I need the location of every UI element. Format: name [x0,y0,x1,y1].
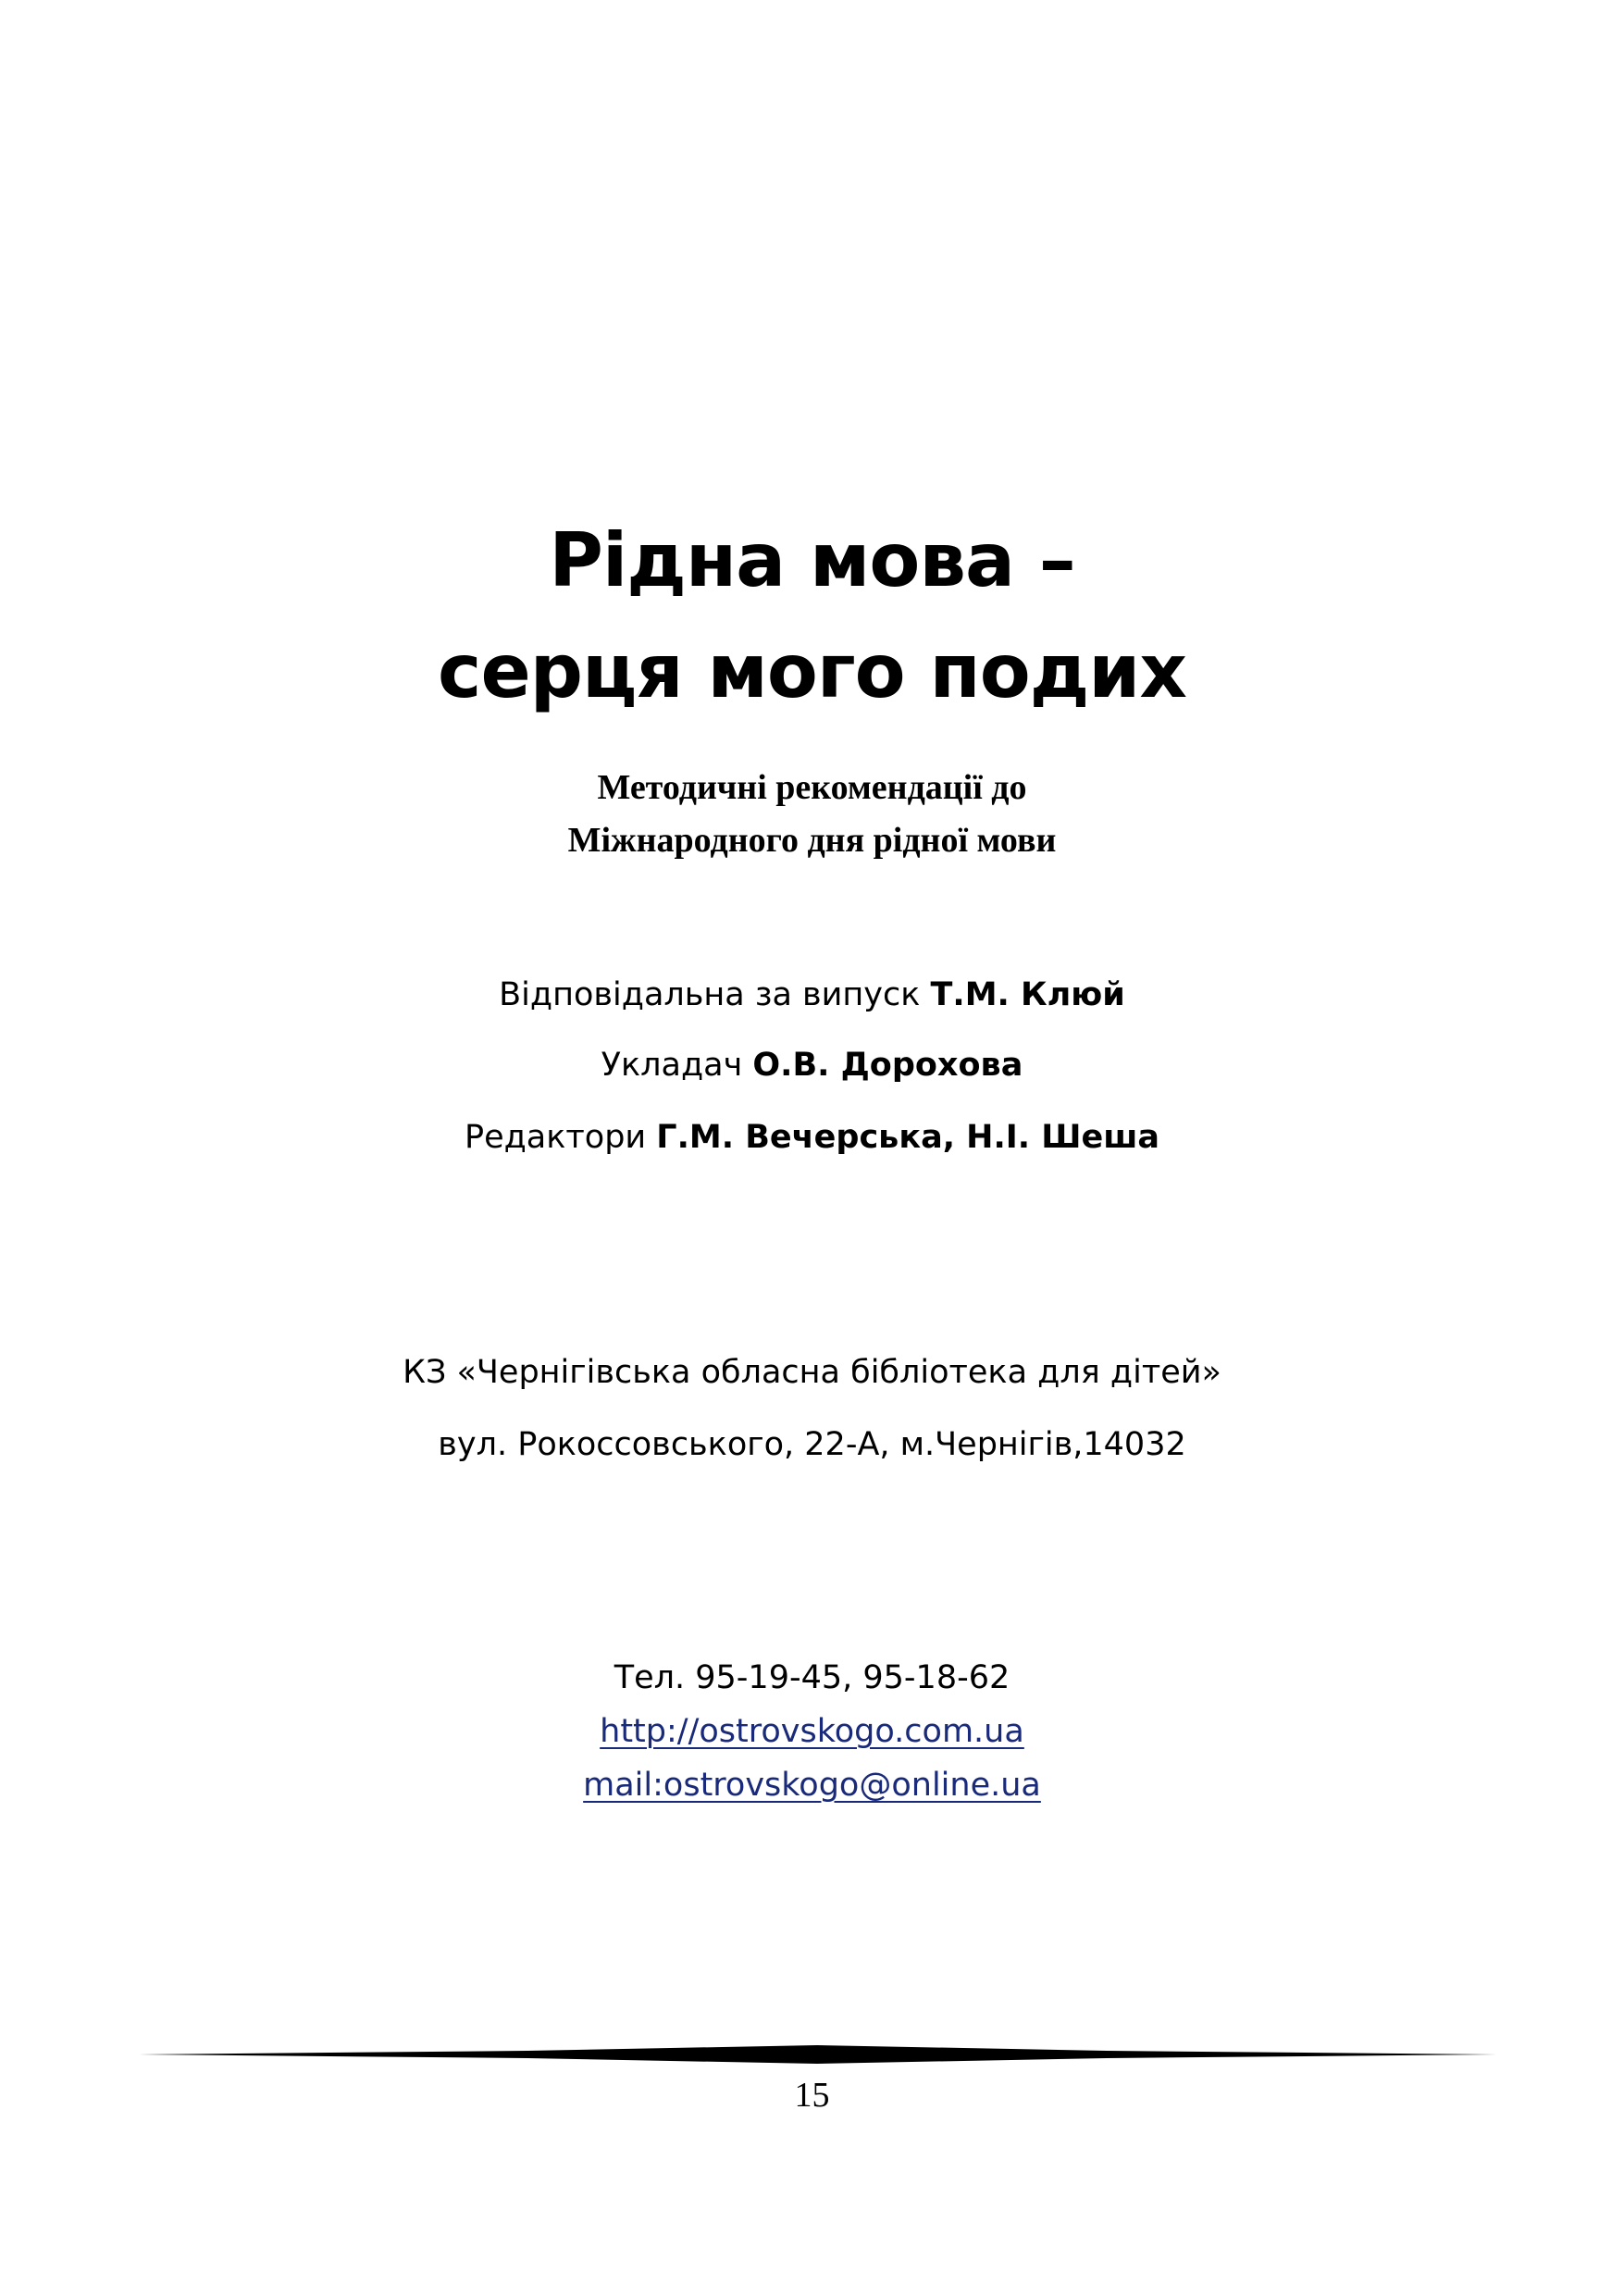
email-link[interactable]: mail:ostrovskogo@online.ua [583,1767,1041,1804]
contact-email [0,1758,1624,1812]
credit-compiler-name: О.В. Дорохова [752,1047,1023,1084]
title-line-1: Рідна мова – [549,517,1075,603]
page-number: 15 [794,2076,830,2115]
subtitle-line-2: Міжнародного дня рідної мови [567,821,1057,860]
contact-phone: Тел. 95-19-45, 95-18-62 [614,1659,1010,1696]
footer-divider [139,2040,1496,2067]
contact-website [0,1705,1624,1758]
subtitle-line-1: Методичні рекомендації до [597,768,1027,807]
institution-name: КЗ «Чернігівська обласна бібліотека для дітей» [403,1354,1221,1391]
title-line-2: серця мого подих [438,628,1186,714]
credit-editors-label: Редактори [464,1119,657,1156]
credit-responsible-label: Відповідальна за випуск [499,976,931,1013]
credit-responsible-name: Т.М. Клюй [930,976,1125,1013]
credit-responsible [0,972,1624,1018]
website-link[interactable]: http://ostrovskogo.com.ua [600,1713,1024,1750]
credit-compiler-label: Укладач [601,1047,753,1084]
credit-compiler [0,1042,1624,1088]
credit-editors [0,1114,1624,1160]
institution-address: вул. Рокоссовського, 22-А, м.Чернігів,14032 [438,1426,1186,1463]
credit-editors-names: Г.М. Вечерська, Н.І. Шеша [656,1119,1160,1156]
